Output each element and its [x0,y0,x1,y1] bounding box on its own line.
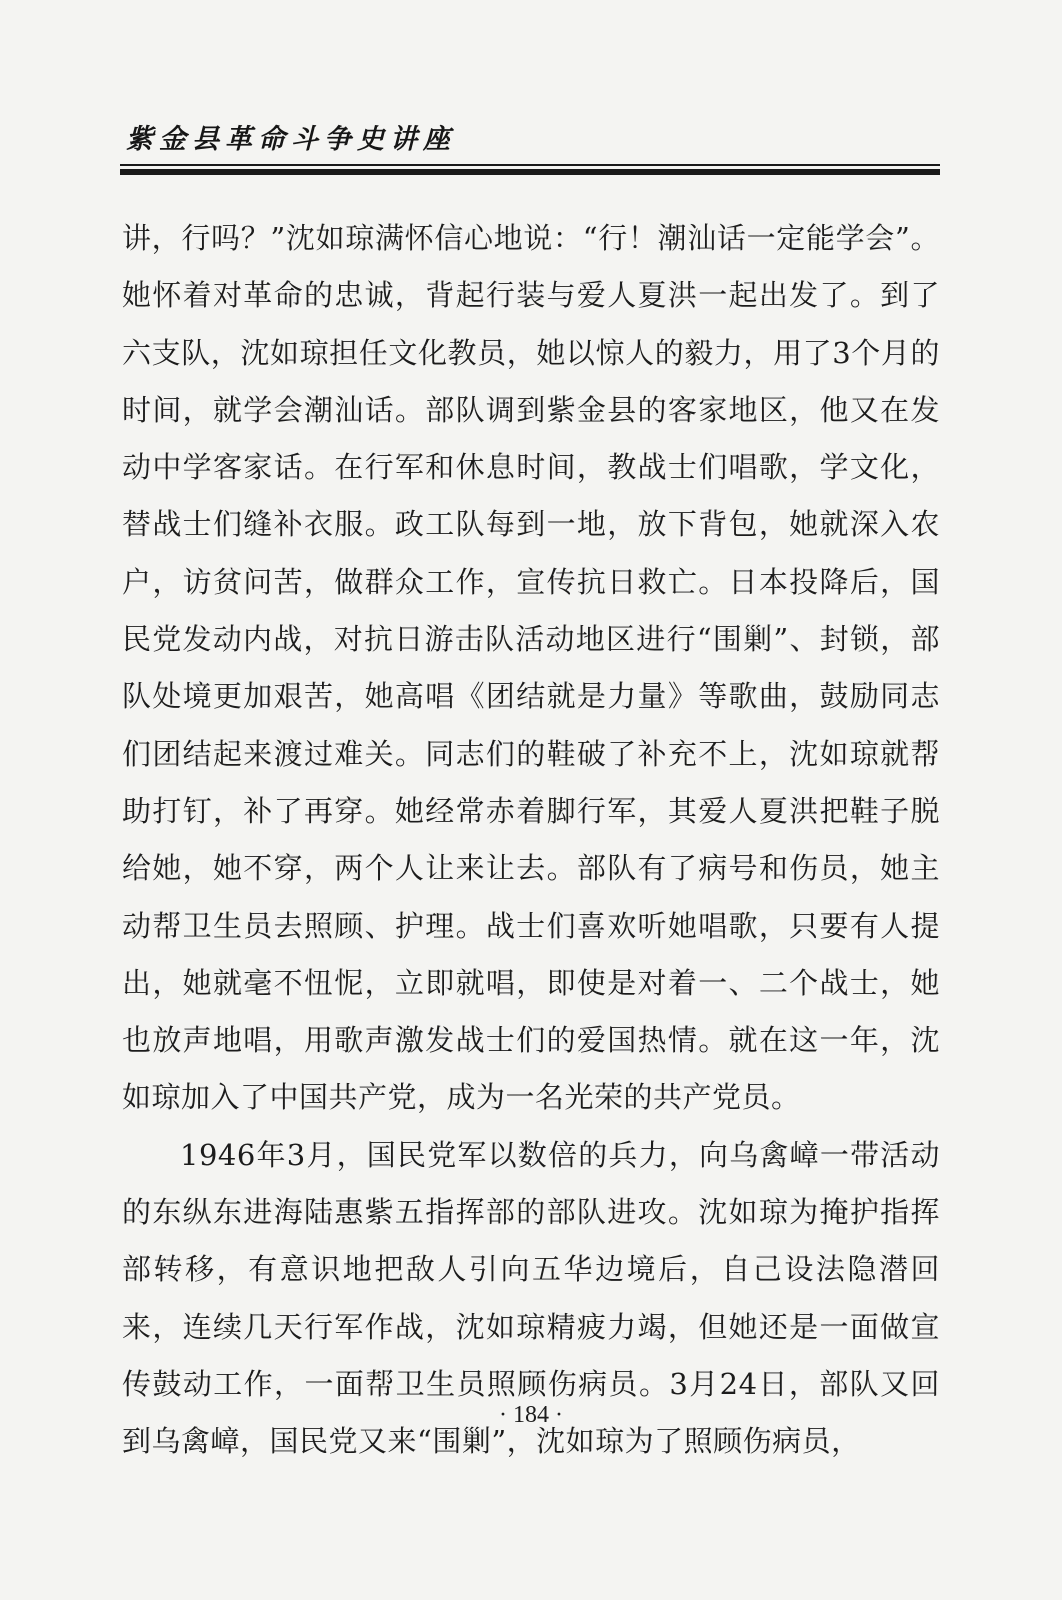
header-rule-thin [120,164,940,166]
body-text [122,210,940,1471]
page-header [120,118,940,175]
paragraph-continued: 讲，行吗？”沈如琼满怀信心地说：“行！潮汕话一定能学会”。她怀着对革命的忠诚，背起行装与爱人夏洪一起出发了。到了六支队，沈如琼担任文化教员，她以惊人的毅力，用了3个月的时间，就学会潮汕话。部队调到紫金县的客家地区，他又在发动中学客家话。在行军和休息时间，教战士们唱歌，学文化，替战士们缝补衣服。政工队每到一地，放下背包，她就深入农户，访贫问苦，做群众工作，宣传抗日救亡。日本投降后，国民党发动内战，对抗日游击队活动地区进行“围剿”、封锁，部队处境更加艰苦，她高唱《团结就是力量》等歌曲，鼓励同志们团结起来渡过难关。同志们的鞋破了补充不上，沈如琼就帮助打钉，补了再穿。她经常赤着脚行军，其爱人夏洪把鞋子脱给她，她不穿，两个人让来让去。部队有了病号和伤员，她主动帮卫生员去照顾、护理。战士们喜欢听她唱歌，只要有人提出，她就毫不忸怩，立即就唱，即使是对着一、二个战士，她也放声地唱，用歌声激发战士们的爱国热情。就在这一年，沈如琼加入了中国共产党，成为一名光荣的共产党员。 [122,221,940,1115]
header-rule-thick [120,169,940,175]
page-number: · 184 · [499,1402,563,1428]
paragraph-1946: 1946年3月，国民党军以数倍的兵力，向乌禽嶂一带活动的东纵东进海陆惠紫五指挥部的部队进攻。沈如琼为掩护指挥部转移，有意识地把敌人引向五华边境后，自己设法隐潜回来，连续几天行军作战，沈如琼精疲力竭，但她还是一面做宣传鼓动工作，一面帮卫生员照顾伤病员。3月24日，部队又回到乌禽嶂，国民党又来“围剿”，沈如琼为了照顾伤病员， [122,1137,940,1459]
running-head-title: 紫金县革命斗争史讲座 [126,124,456,155]
